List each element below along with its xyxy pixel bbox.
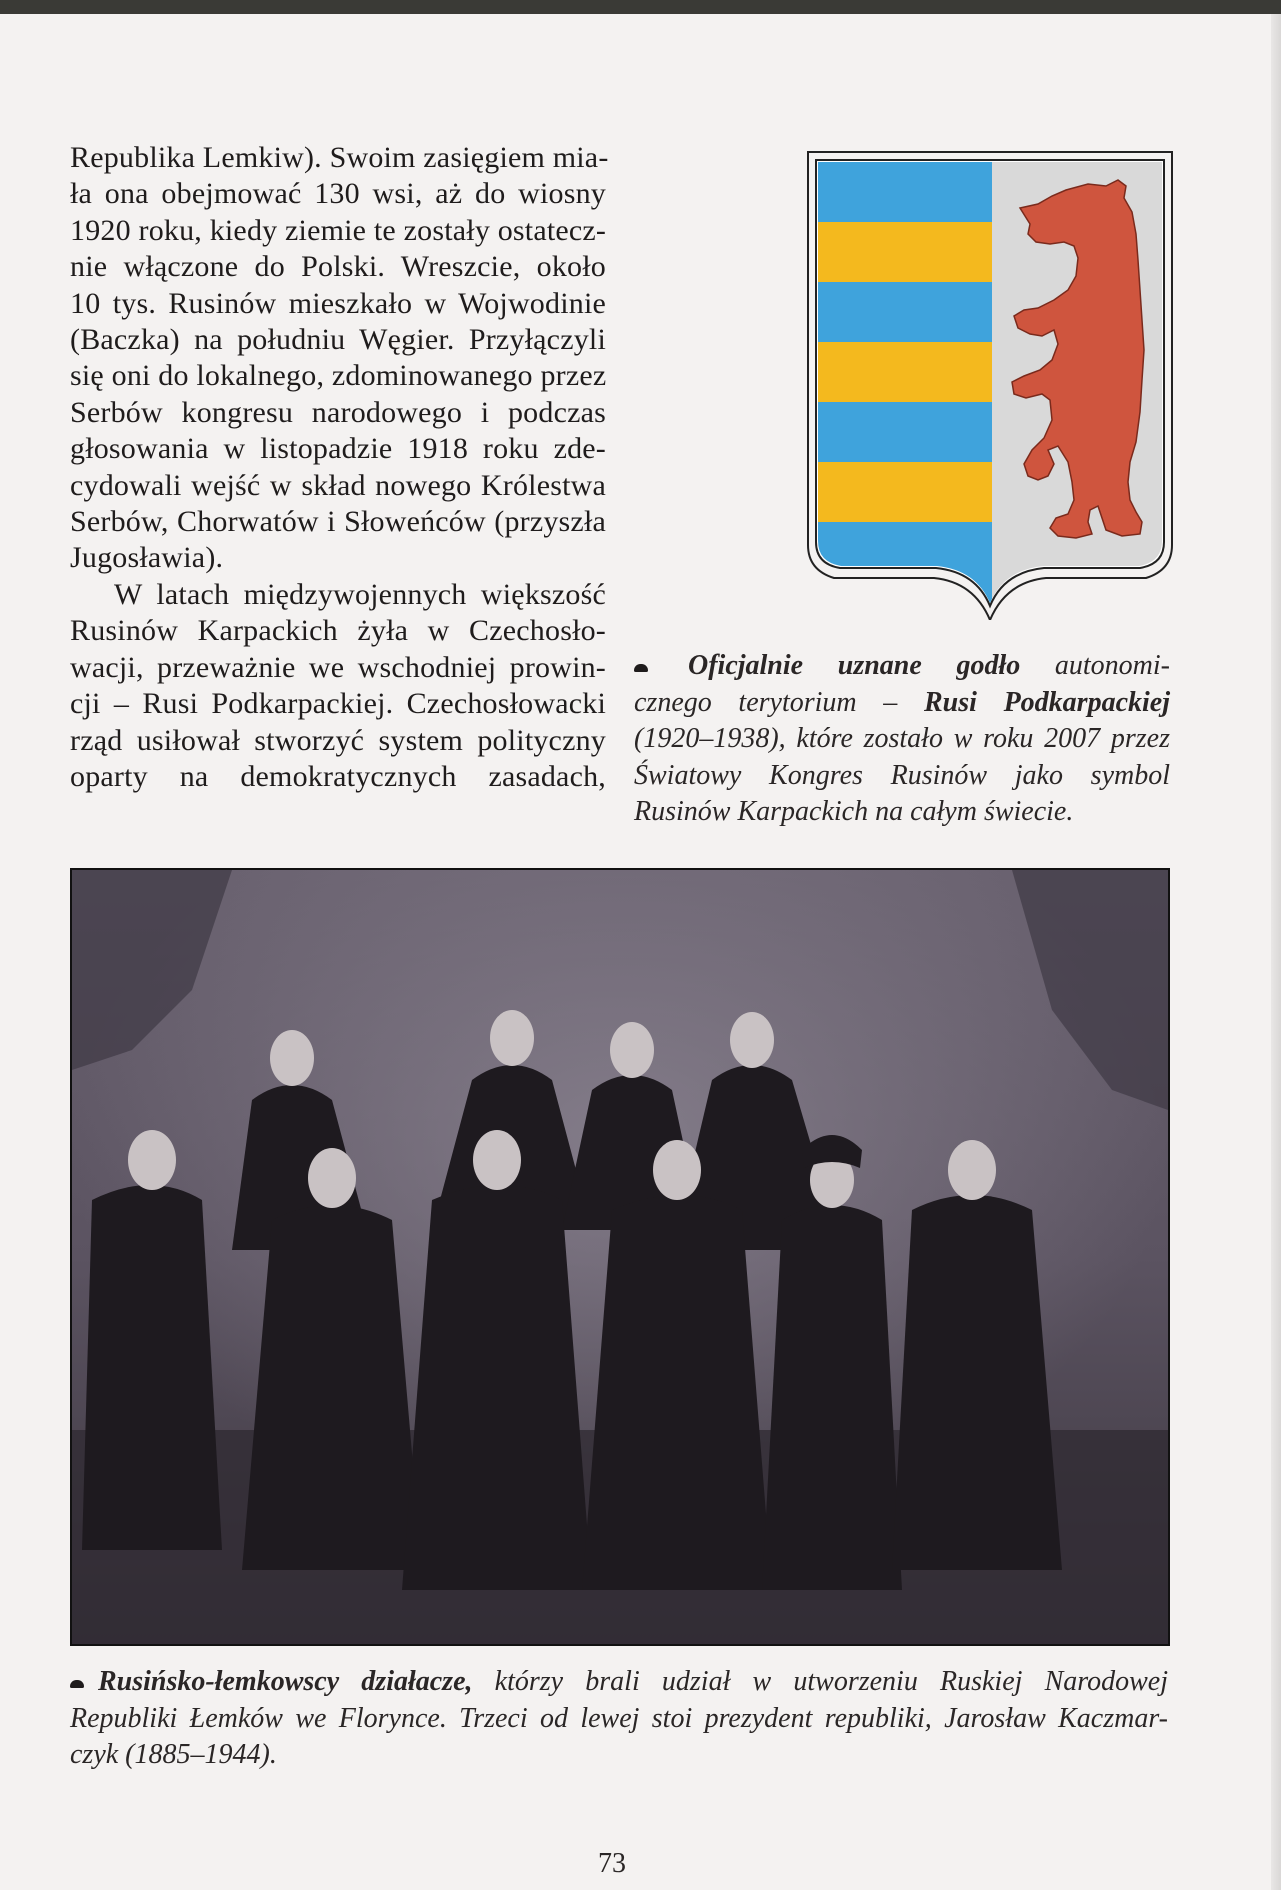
bullet-icon [634, 664, 648, 672]
caption-line: Republiki Łemków we Florynce. Trzeci od lewej stoi prezydent republiki, Jarosław Kaczmar- [70, 1702, 1168, 1734]
text-line: ła ona obejmować 130 wsi, aż do wiosny [70, 177, 606, 211]
photo-image [72, 870, 1168, 1644]
caption-line: (1920–1938), które zostało w roku 2007 przez [634, 723, 1170, 754]
text-line: W latach międzywojennych większość [114, 577, 606, 611]
caption-text: cznego terytorium – [634, 686, 924, 718]
paragraph-1 [70, 140, 609, 577]
paragraph-2 [70, 577, 606, 795]
crest-caption [634, 648, 1170, 831]
caption-line [634, 685, 1170, 722]
caption-line [70, 1664, 1168, 1701]
caption-text: autonomi- [1020, 650, 1170, 681]
page-number: 73 [598, 1848, 626, 1879]
text-line: Serbów kongresu narodowego i podczas [70, 395, 606, 429]
crest-stripe [818, 282, 992, 342]
scan-top-edge [0, 0, 1281, 14]
text-line: Rusinów Karpackich żyła w Czechosło- [70, 614, 606, 648]
text-line: (Baczka) na południu Węgier. Przyłączyli [70, 323, 606, 357]
caption-bold: Rusińsko-łemkowscy działacze, [98, 1666, 473, 1697]
text-line: głosowania w listopadzie 1918 roku zde- [70, 432, 606, 466]
text-line: cydowali wejść w skład nowego Królestwa [70, 468, 606, 502]
page-edge-shadow [1271, 14, 1281, 1890]
text-line: Republika Lemkiw). Swoim zasięgiem mia- [70, 141, 609, 174]
photo-caption [70, 1664, 1168, 1774]
body-text-column [70, 140, 609, 795]
text-line: Serbów, Chorwatów i Słoweńców (przyszła [70, 505, 606, 539]
text-line: wacji, przeważnie we wschodniej prowin- [70, 650, 606, 684]
text-line: się oni do lokalnego, zdominowanego przez [70, 359, 607, 393]
text-line: Jugosławia). [70, 541, 224, 575]
text-line: rząd usiłował stworzyć system polityczny [70, 723, 606, 757]
crest-stripe [818, 342, 992, 402]
crest-stripe [818, 462, 992, 522]
crest-stripe [818, 162, 992, 222]
historical-group-photo [70, 868, 1170, 1646]
text-line: 10 tys. Rusinów mieszkało w Wojwodinie [70, 286, 606, 320]
caption-line: czyk (1885–1944). [70, 1739, 277, 1770]
bullet-icon [70, 1680, 84, 1688]
text-line: cji – Rusi Podkarpackiej. Czechosłowacki [70, 687, 606, 721]
caption-text: którzy brali udział w utworzeniu Ruskiej Narodowej [472, 1666, 1168, 1697]
caption-line [634, 648, 1170, 685]
caption-bold: Rusi Podkarpackiej [923, 686, 1170, 718]
text-line: oparty na demokratycznych zasadach, [70, 759, 606, 793]
text-line: 1920 roku, kiedy ziemie te zostały ostatecz- [70, 213, 607, 247]
text-line: nie włączone do Polski. Wreszcie, około [70, 250, 606, 284]
caption-line: Światowy Kongres Rusinów jako symbol [634, 759, 1170, 791]
crest-stripe [818, 222, 992, 282]
crest-stripe [818, 402, 992, 462]
caption-line: Rusinów Karpackich na całym świecie. [634, 796, 1074, 827]
coat-of-arms-image [806, 150, 1174, 620]
caption-bold: Oficjalnie uznane godło [688, 650, 1021, 681]
